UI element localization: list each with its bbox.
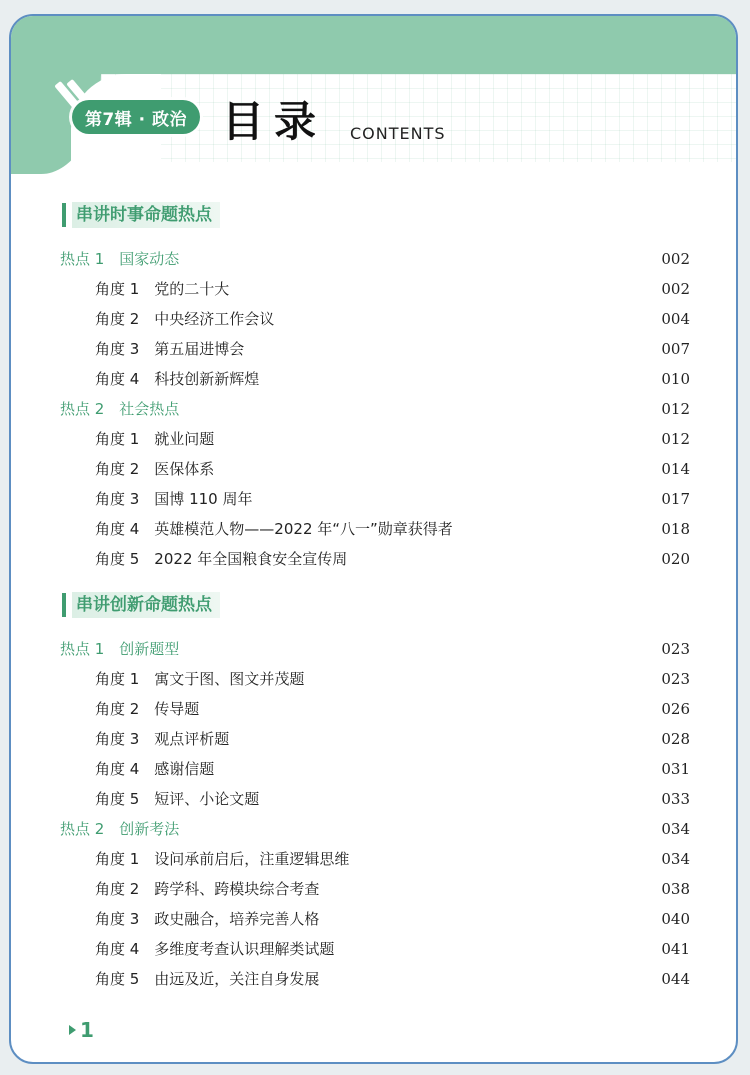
toc-page-number: 007 bbox=[661, 340, 690, 358]
toc-page-number: 031 bbox=[661, 760, 690, 778]
toc-page-number: 038 bbox=[661, 880, 690, 898]
toc-angle-label: 角度 4 科技创新新辉煌 bbox=[95, 370, 260, 388]
toc-hotspot-label: 热点 1 国家动态 bbox=[60, 250, 180, 268]
toc-angle-entry[interactable] bbox=[11, 697, 736, 721]
footer-page-number bbox=[69, 1018, 94, 1042]
toc-angle-entry[interactable] bbox=[11, 547, 736, 571]
toc-page-number: 034 bbox=[661, 820, 690, 838]
toc-page-number: 023 bbox=[661, 670, 690, 688]
toc-angle-entry[interactable] bbox=[11, 487, 736, 511]
toc-page-number: 014 bbox=[661, 460, 690, 478]
toc-angle-label: 角度 2 传导题 bbox=[95, 700, 200, 718]
toc-angle-label: 角度 2 医保体系 bbox=[95, 460, 215, 478]
toc-angle-label: 角度 3 政史融合，培养完善人格 bbox=[95, 910, 320, 928]
toc-hotspot-entry[interactable] bbox=[11, 817, 736, 841]
toc-hotspot-label: 热点 2 社会热点 bbox=[60, 400, 180, 418]
toc-angle-label: 角度 4 多维度考查认识理解类试题 bbox=[95, 940, 335, 958]
section-bar bbox=[62, 203, 66, 227]
section-heading bbox=[62, 592, 220, 618]
toc-page-number: 012 bbox=[661, 400, 690, 418]
toc-angle-label: 角度 4 英雄模范人物——2022 年“八一”勋章获得者 bbox=[95, 520, 453, 538]
toc-angle-entry[interactable] bbox=[11, 757, 736, 781]
toc-page-number: 034 bbox=[661, 850, 690, 868]
toc-page-number: 028 bbox=[661, 730, 690, 748]
toc-page-number: 026 bbox=[661, 700, 690, 718]
toc-hotspot-label: 热点 2 创新考法 bbox=[60, 820, 180, 838]
toc-angle-entry[interactable] bbox=[11, 337, 736, 361]
toc-angle-entry[interactable] bbox=[11, 517, 736, 541]
toc-angle-label: 角度 2 跨学科、跨模块综合考查 bbox=[95, 880, 320, 898]
toc-angle-label: 角度 5 短评、小论文题 bbox=[95, 790, 260, 808]
toc-page-number: 044 bbox=[661, 970, 690, 988]
toc-page-number: 010 bbox=[661, 370, 690, 388]
footer-page-number-value: 1 bbox=[80, 1018, 94, 1042]
toc-hotspot-entry[interactable] bbox=[11, 247, 736, 271]
section-title: 串讲时事命题热点 bbox=[72, 202, 220, 228]
toc-angle-entry[interactable] bbox=[11, 367, 736, 391]
toc-angle-entry[interactable] bbox=[11, 457, 736, 481]
triangle-right-icon bbox=[69, 1025, 76, 1035]
page-title: 目录 bbox=[222, 97, 327, 146]
toc-page-number: 020 bbox=[661, 550, 690, 568]
toc-angle-label: 角度 5 由远及近，关注自身发展 bbox=[95, 970, 320, 988]
toc-page-number: 040 bbox=[661, 910, 690, 928]
toc-angle-entry[interactable] bbox=[11, 307, 736, 331]
section-bar bbox=[62, 593, 66, 617]
page-subtitle: CONTENTS bbox=[350, 124, 446, 143]
volume-badge: 第7辑 · 政治 bbox=[72, 100, 200, 134]
toc-angle-label: 角度 1 寓文于图、图文并茂题 bbox=[95, 670, 305, 688]
toc-angle-label: 角度 3 观点评析题 bbox=[95, 730, 230, 748]
toc-angle-entry[interactable] bbox=[11, 787, 736, 811]
toc-angle-entry[interactable] bbox=[11, 727, 736, 751]
toc-angle-entry[interactable] bbox=[11, 277, 736, 301]
toc-page-number: 023 bbox=[661, 640, 690, 658]
toc-angle-label: 角度 1 就业问题 bbox=[95, 430, 215, 448]
toc-angle-entry[interactable] bbox=[11, 907, 736, 931]
header-band bbox=[11, 16, 736, 74]
contents-page bbox=[9, 14, 738, 1064]
toc-page-number: 002 bbox=[661, 250, 690, 268]
toc-angle-entry[interactable] bbox=[11, 667, 736, 691]
toc-hotspot-entry[interactable] bbox=[11, 397, 736, 421]
toc-angle-entry[interactable] bbox=[11, 967, 736, 991]
toc-page-number: 002 bbox=[661, 280, 690, 298]
toc-angle-label: 角度 2 中央经济工作会议 bbox=[95, 310, 275, 328]
toc-angle-entry[interactable] bbox=[11, 427, 736, 451]
toc-angle-label: 角度 3 国博 110 周年 bbox=[95, 490, 253, 508]
toc-page-number: 041 bbox=[661, 940, 690, 958]
toc-angle-entry[interactable] bbox=[11, 877, 736, 901]
toc-page-number: 018 bbox=[661, 520, 690, 538]
toc-page-number: 004 bbox=[661, 310, 690, 328]
toc-angle-entry[interactable] bbox=[11, 847, 736, 871]
section-heading bbox=[62, 202, 220, 228]
toc-page-number: 017 bbox=[661, 490, 690, 508]
section-title: 串讲创新命题热点 bbox=[72, 592, 220, 618]
toc-angle-label: 角度 1 设问承前启后，注重逻辑思维 bbox=[95, 850, 350, 868]
toc-angle-entry[interactable] bbox=[11, 937, 736, 961]
toc-hotspot-label: 热点 1 创新题型 bbox=[60, 640, 180, 658]
toc-page-number: 012 bbox=[661, 430, 690, 448]
toc-page-number: 033 bbox=[661, 790, 690, 808]
toc-angle-label: 角度 5 2022 年全国粮食安全宣传周 bbox=[95, 550, 348, 568]
toc-angle-label: 角度 1 党的二十大 bbox=[95, 280, 230, 298]
toc-hotspot-entry[interactable] bbox=[11, 637, 736, 661]
toc-angle-label: 角度 3 第五届进博会 bbox=[95, 340, 245, 358]
toc-angle-label: 角度 4 感谢信题 bbox=[95, 760, 215, 778]
